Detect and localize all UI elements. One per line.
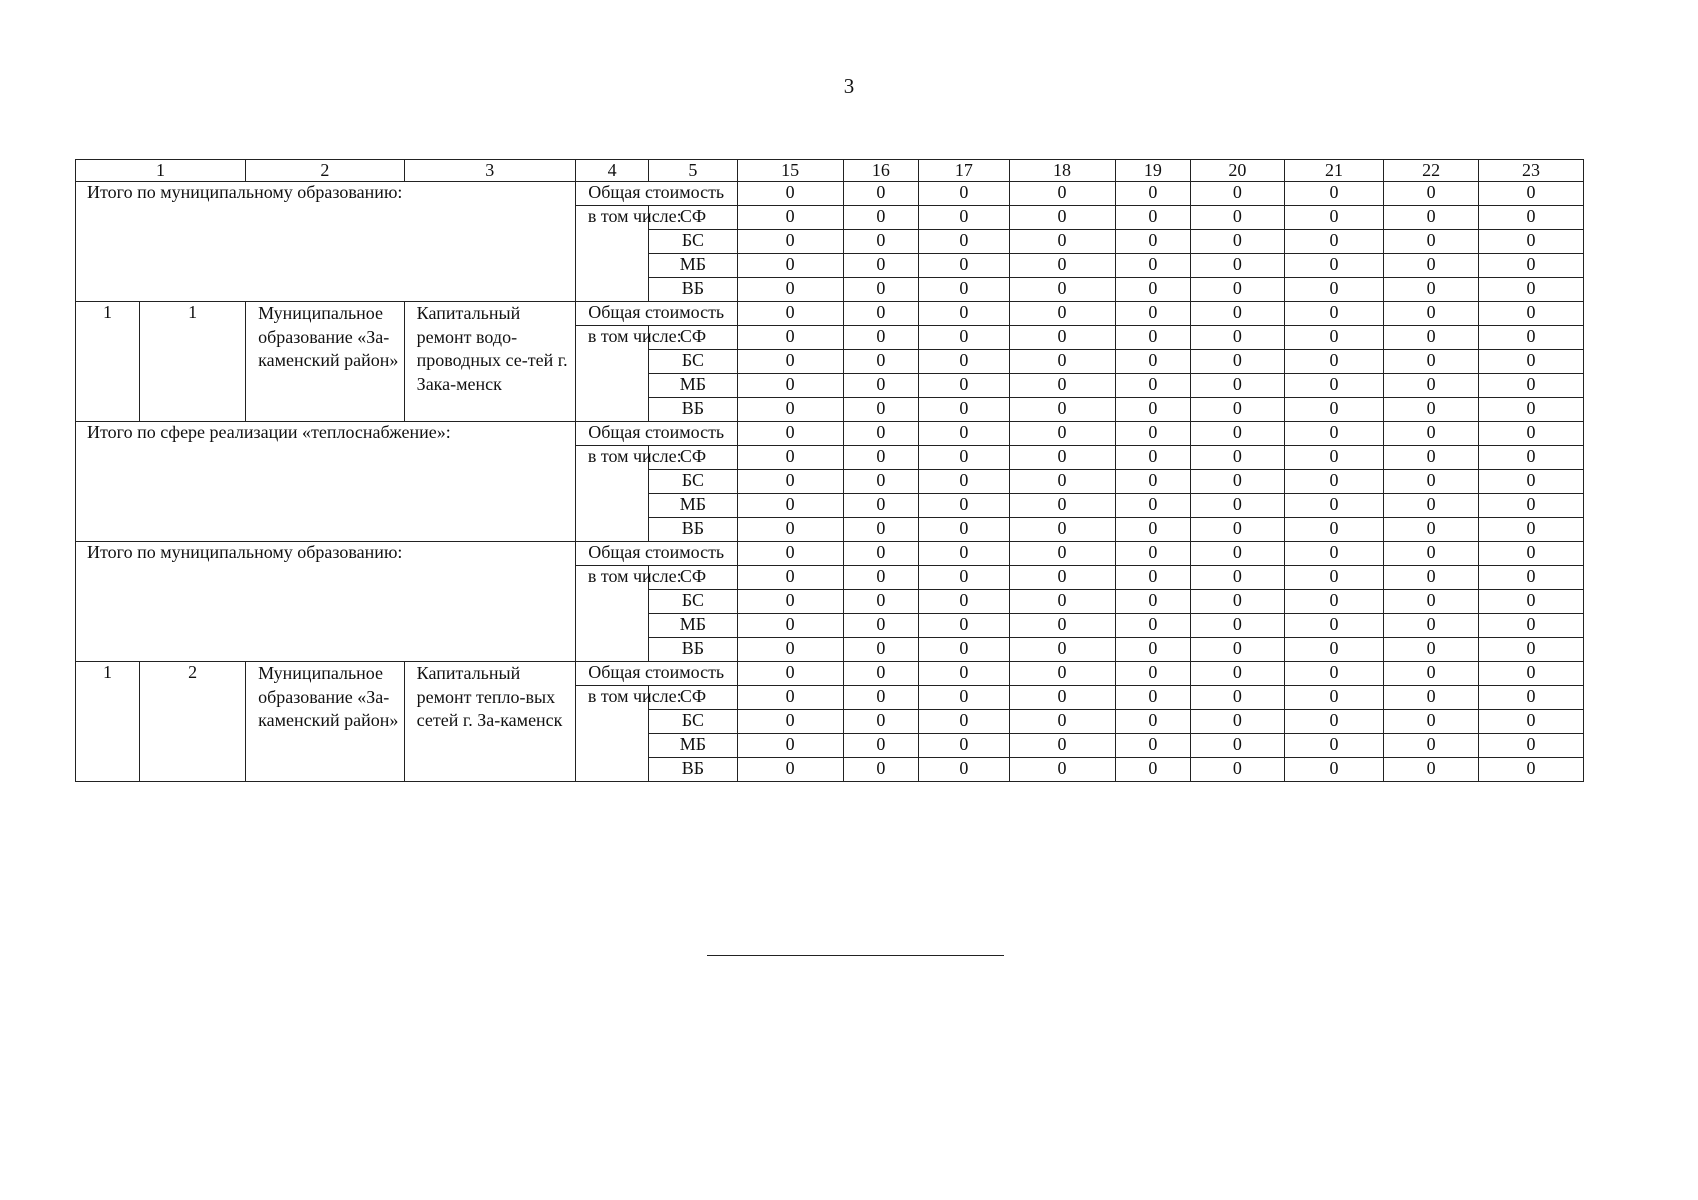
value-cell: 0 [1384, 182, 1479, 206]
value-cell: 0 [919, 662, 1009, 686]
value-cell: 0 [737, 470, 843, 494]
value-cell: 0 [1115, 662, 1191, 686]
value-cell: 0 [1191, 518, 1284, 542]
value-cell: 0 [1284, 278, 1384, 302]
header-cell: 5 [649, 160, 737, 182]
value-cell: 0 [1384, 206, 1479, 230]
value-cell: 0 [919, 614, 1009, 638]
value-cell: 0 [1284, 758, 1384, 782]
value-cell: 0 [843, 662, 919, 686]
fund-label: СФ [649, 686, 737, 710]
value-cell: 0 [1191, 494, 1284, 518]
municipality-name: Муниципальное образование «За-каменский район» [246, 662, 405, 782]
value-cell: 0 [1009, 566, 1115, 590]
page-number: 3 [843, 74, 855, 98]
value-cell: 0 [1191, 614, 1284, 638]
value-cell: 0 [843, 686, 919, 710]
value-cell: 0 [737, 326, 843, 350]
value-cell: 0 [1191, 590, 1284, 614]
value-cell: 0 [1009, 398, 1115, 422]
value-cell: 0 [1384, 230, 1479, 254]
value-cell: 0 [1384, 566, 1479, 590]
value-cell: 0 [1384, 494, 1479, 518]
value-cell: 0 [1384, 758, 1479, 782]
value-cell: 0 [1009, 518, 1115, 542]
value-cell: 0 [1115, 518, 1191, 542]
value-cell: 0 [1284, 206, 1384, 230]
value-cell: 0 [919, 206, 1009, 230]
value-cell: 0 [1384, 254, 1479, 278]
value-cell: 0 [1384, 302, 1479, 326]
value-cell: 0 [1384, 734, 1479, 758]
value-cell: 0 [1384, 278, 1479, 302]
fund-label: СФ [649, 566, 737, 590]
value-cell: 0 [1284, 566, 1384, 590]
value-cell: 0 [737, 278, 843, 302]
value-cell: 0 [1284, 542, 1384, 566]
value-cell: 0 [1115, 230, 1191, 254]
value-cell: 0 [1191, 374, 1284, 398]
value-cell: 0 [1478, 230, 1583, 254]
value-cell: 0 [843, 710, 919, 734]
header-cell: 1 [76, 160, 246, 182]
value-cell: 0 [919, 422, 1009, 446]
value-cell: 0 [1284, 398, 1384, 422]
header-row [76, 160, 1584, 182]
value-cell: 0 [1115, 374, 1191, 398]
value-cell: 0 [1009, 662, 1115, 686]
value-cell: 0 [737, 542, 843, 566]
row-number-1: 1 [76, 662, 140, 782]
value-cell: 0 [1478, 302, 1583, 326]
value-cell: 0 [737, 734, 843, 758]
value-cell: 0 [1384, 710, 1479, 734]
value-cell: 0 [1115, 326, 1191, 350]
including-label: в том числе: [575, 206, 649, 302]
value-cell: 0 [737, 662, 843, 686]
value-cell: 0 [1191, 638, 1284, 662]
value-cell: 0 [1384, 614, 1479, 638]
value-cell: 0 [1384, 662, 1479, 686]
value-cell: 0 [1478, 566, 1583, 590]
value-cell: 0 [737, 230, 843, 254]
value-cell: 0 [737, 494, 843, 518]
value-cell: 0 [919, 590, 1009, 614]
value-cell: 0 [1478, 374, 1583, 398]
including-label: в том числе: [575, 566, 649, 662]
value-cell: 0 [1009, 734, 1115, 758]
fund-label: БС [649, 350, 737, 374]
value-cell: 0 [737, 302, 843, 326]
value-cell: 0 [737, 446, 843, 470]
fund-label: ВБ [649, 398, 737, 422]
value-cell: 0 [843, 614, 919, 638]
value-cell: 0 [1384, 542, 1479, 566]
value-cell: 0 [919, 518, 1009, 542]
header-cell: 4 [575, 160, 649, 182]
value-cell: 0 [737, 566, 843, 590]
value-cell: 0 [1115, 422, 1191, 446]
value-cell: 0 [737, 182, 843, 206]
value-cell: 0 [1478, 710, 1583, 734]
value-cell: 0 [919, 686, 1009, 710]
value-cell: 0 [1191, 398, 1284, 422]
value-cell: 0 [1384, 590, 1479, 614]
value-cell: 0 [1115, 350, 1191, 374]
value-cell: 0 [1478, 422, 1583, 446]
value-cell: 0 [919, 374, 1009, 398]
fund-label: ВБ [649, 758, 737, 782]
value-cell: 0 [1478, 758, 1583, 782]
value-cell: 0 [843, 518, 919, 542]
value-cell: 0 [1115, 470, 1191, 494]
fund-label: СФ [649, 326, 737, 350]
value-cell: 0 [1191, 326, 1284, 350]
value-cell: 0 [1284, 230, 1384, 254]
value-cell: 0 [737, 254, 843, 278]
fund-label: СФ [649, 206, 737, 230]
table-body [76, 160, 1584, 782]
header-cell: 17 [919, 160, 1009, 182]
value-cell: 0 [1009, 254, 1115, 278]
value-cell: 0 [1284, 182, 1384, 206]
table-row [76, 662, 1584, 686]
header-cell: 19 [1115, 160, 1191, 182]
value-cell: 0 [1284, 350, 1384, 374]
value-cell: 0 [1191, 566, 1284, 590]
value-cell: 0 [1284, 326, 1384, 350]
value-cell: 0 [1115, 758, 1191, 782]
value-cell: 0 [1191, 302, 1284, 326]
value-cell: 0 [737, 206, 843, 230]
value-cell: 0 [843, 326, 919, 350]
value-cell: 0 [843, 374, 919, 398]
total-cost-label: Общая стоимость [575, 542, 737, 566]
value-cell: 0 [1115, 182, 1191, 206]
value-cell: 0 [843, 542, 919, 566]
value-cell: 0 [843, 350, 919, 374]
value-cell: 0 [1009, 278, 1115, 302]
value-cell: 0 [1478, 686, 1583, 710]
fund-label: ВБ [649, 638, 737, 662]
table-row [76, 542, 1584, 566]
value-cell: 0 [1191, 446, 1284, 470]
value-cell: 0 [1384, 518, 1479, 542]
value-cell: 0 [1115, 542, 1191, 566]
value-cell: 0 [1384, 350, 1479, 374]
value-cell: 0 [843, 494, 919, 518]
value-cell: 0 [1384, 326, 1479, 350]
value-cell: 0 [737, 686, 843, 710]
value-cell: 0 [1009, 494, 1115, 518]
value-cell: 0 [1115, 734, 1191, 758]
value-cell: 0 [1478, 278, 1583, 302]
value-cell: 0 [1191, 278, 1284, 302]
value-cell: 0 [843, 302, 919, 326]
fund-label: МБ [649, 614, 737, 638]
value-cell: 0 [1191, 758, 1284, 782]
value-cell: 0 [1284, 710, 1384, 734]
value-cell: 0 [919, 710, 1009, 734]
signature-line [707, 955, 1004, 956]
fund-label: БС [649, 470, 737, 494]
value-cell: 0 [1009, 686, 1115, 710]
value-cell: 0 [919, 254, 1009, 278]
value-cell: 0 [919, 542, 1009, 566]
value-cell: 0 [1009, 230, 1115, 254]
value-cell: 0 [1009, 182, 1115, 206]
value-cell: 0 [1478, 350, 1583, 374]
header-cell: 20 [1191, 160, 1284, 182]
value-cell: 0 [843, 278, 919, 302]
value-cell: 0 [1009, 326, 1115, 350]
header-cell: 21 [1284, 160, 1384, 182]
value-cell: 0 [1115, 254, 1191, 278]
value-cell: 0 [843, 206, 919, 230]
value-cell: 0 [1191, 350, 1284, 374]
row-number-2: 1 [140, 302, 246, 422]
value-cell: 0 [919, 230, 1009, 254]
value-cell: 0 [1478, 206, 1583, 230]
value-cell: 0 [1009, 422, 1115, 446]
fund-label: МБ [649, 254, 737, 278]
including-label: в том числе: [575, 686, 649, 782]
value-cell: 0 [1191, 542, 1284, 566]
value-cell: 0 [1115, 686, 1191, 710]
total-cost-label: Общая стоимость [575, 182, 737, 206]
value-cell: 0 [1478, 494, 1583, 518]
value-cell: 0 [1115, 494, 1191, 518]
value-cell: 0 [1115, 590, 1191, 614]
value-cell: 0 [1478, 518, 1583, 542]
value-cell: 0 [919, 302, 1009, 326]
value-cell: 0 [1115, 446, 1191, 470]
value-cell: 0 [1284, 734, 1384, 758]
value-cell: 0 [1478, 542, 1583, 566]
summary-title: Итого по муниципальному образованию: [76, 182, 576, 302]
value-cell: 0 [1191, 470, 1284, 494]
value-cell: 0 [1284, 446, 1384, 470]
value-cell: 0 [1284, 254, 1384, 278]
value-cell: 0 [1191, 710, 1284, 734]
total-cost-label: Общая стоимость [575, 662, 737, 686]
including-label: в том числе: [575, 326, 649, 422]
value-cell: 0 [737, 518, 843, 542]
value-cell: 0 [1284, 422, 1384, 446]
value-cell: 0 [1478, 734, 1583, 758]
total-cost-label: Общая стоимость [575, 422, 737, 446]
value-cell: 0 [919, 734, 1009, 758]
value-cell: 0 [1115, 638, 1191, 662]
including-label: в том числе: [575, 446, 649, 542]
project-name: Капитальный ремонт водо-проводных се-тей г. Зака-менск [404, 302, 575, 422]
value-cell: 0 [1009, 350, 1115, 374]
value-cell: 0 [1191, 734, 1284, 758]
value-cell: 0 [919, 182, 1009, 206]
value-cell: 0 [1284, 518, 1384, 542]
value-cell: 0 [919, 278, 1009, 302]
table-row [76, 422, 1584, 446]
value-cell: 0 [1115, 398, 1191, 422]
value-cell: 0 [737, 350, 843, 374]
value-cell: 0 [843, 230, 919, 254]
value-cell: 0 [1384, 470, 1479, 494]
row-number-1: 1 [76, 302, 140, 422]
value-cell: 0 [1009, 206, 1115, 230]
value-cell: 0 [1284, 662, 1384, 686]
value-cell: 0 [1284, 590, 1384, 614]
value-cell: 0 [1284, 686, 1384, 710]
value-cell: 0 [1115, 278, 1191, 302]
total-cost-label: Общая стоимость [575, 302, 737, 326]
header-cell: 16 [843, 160, 919, 182]
header-cell: 15 [737, 160, 843, 182]
value-cell: 0 [919, 638, 1009, 662]
value-cell: 0 [1478, 398, 1583, 422]
fund-label: ВБ [649, 518, 737, 542]
value-cell: 0 [1009, 302, 1115, 326]
value-cell: 0 [737, 710, 843, 734]
value-cell: 0 [1191, 662, 1284, 686]
value-cell: 0 [919, 326, 1009, 350]
value-cell: 0 [1478, 638, 1583, 662]
value-cell: 0 [843, 254, 919, 278]
value-cell: 0 [1009, 470, 1115, 494]
value-cell: 0 [919, 446, 1009, 470]
value-cell: 0 [1115, 710, 1191, 734]
value-cell: 0 [919, 566, 1009, 590]
value-cell: 0 [843, 446, 919, 470]
value-cell: 0 [1009, 710, 1115, 734]
value-cell: 0 [843, 734, 919, 758]
value-cell: 0 [1009, 542, 1115, 566]
value-cell: 0 [1009, 758, 1115, 782]
value-cell: 0 [1384, 374, 1479, 398]
value-cell: 0 [1478, 254, 1583, 278]
value-cell: 0 [1478, 182, 1583, 206]
value-cell: 0 [1115, 566, 1191, 590]
fund-label: БС [649, 710, 737, 734]
table-row [76, 302, 1584, 326]
value-cell: 0 [1478, 326, 1583, 350]
row-number-2: 2 [140, 662, 246, 782]
fund-label: МБ [649, 494, 737, 518]
fund-label: МБ [649, 734, 737, 758]
value-cell: 0 [1191, 422, 1284, 446]
value-cell: 0 [1191, 182, 1284, 206]
value-cell: 0 [1115, 614, 1191, 638]
value-cell: 0 [1191, 230, 1284, 254]
value-cell: 0 [919, 758, 1009, 782]
value-cell: 0 [1384, 398, 1479, 422]
value-cell: 0 [1478, 446, 1583, 470]
value-cell: 0 [919, 494, 1009, 518]
value-cell: 0 [843, 638, 919, 662]
value-cell: 0 [843, 758, 919, 782]
value-cell: 0 [737, 638, 843, 662]
value-cell: 0 [1284, 614, 1384, 638]
value-cell: 0 [1478, 662, 1583, 686]
header-cell: 18 [1009, 160, 1115, 182]
value-cell: 0 [843, 566, 919, 590]
value-cell: 0 [737, 614, 843, 638]
value-cell: 0 [1478, 470, 1583, 494]
value-cell: 0 [1009, 638, 1115, 662]
value-cell: 0 [737, 758, 843, 782]
value-cell: 0 [843, 422, 919, 446]
header-cell: 2 [246, 160, 405, 182]
project-name: Капитальный ремонт тепло-вых сетей г. За-каменск [404, 662, 575, 782]
header-cell: 22 [1384, 160, 1479, 182]
header-cell: 3 [404, 160, 575, 182]
value-cell: 0 [1009, 590, 1115, 614]
value-cell: 0 [1284, 470, 1384, 494]
value-cell: 0 [1384, 446, 1479, 470]
value-cell: 0 [1191, 254, 1284, 278]
value-cell: 0 [1284, 374, 1384, 398]
value-cell: 0 [1284, 302, 1384, 326]
value-cell: 0 [1009, 614, 1115, 638]
value-cell: 0 [1384, 422, 1479, 446]
value-cell: 0 [1284, 494, 1384, 518]
header-cell: 23 [1478, 160, 1583, 182]
value-cell: 0 [919, 350, 1009, 374]
summary-title: Итого по сфере реализации «теплоснабжение»: [76, 422, 576, 542]
value-cell: 0 [1009, 374, 1115, 398]
value-cell: 0 [843, 590, 919, 614]
fund-label: БС [649, 230, 737, 254]
value-cell: 0 [1115, 302, 1191, 326]
value-cell: 0 [1384, 638, 1479, 662]
value-cell: 0 [919, 470, 1009, 494]
value-cell: 0 [1384, 686, 1479, 710]
value-cell: 0 [1115, 206, 1191, 230]
value-cell: 0 [1284, 638, 1384, 662]
table-row [76, 182, 1584, 206]
value-cell: 0 [843, 182, 919, 206]
value-cell: 0 [843, 470, 919, 494]
value-cell: 0 [1478, 590, 1583, 614]
value-cell: 0 [737, 398, 843, 422]
value-cell: 0 [1191, 686, 1284, 710]
value-cell: 0 [919, 398, 1009, 422]
municipality-name: Муниципальное образование «За-каменский район» [246, 302, 405, 422]
value-cell: 0 [737, 374, 843, 398]
value-cell: 0 [1009, 446, 1115, 470]
fund-label: БС [649, 590, 737, 614]
fund-label: ВБ [649, 278, 737, 302]
value-cell: 0 [843, 398, 919, 422]
fund-label: СФ [649, 446, 737, 470]
financing-table [75, 159, 1584, 782]
fund-label: МБ [649, 374, 737, 398]
value-cell: 0 [1191, 206, 1284, 230]
value-cell: 0 [1478, 614, 1583, 638]
value-cell: 0 [737, 590, 843, 614]
value-cell: 0 [737, 422, 843, 446]
summary-title: Итого по муниципальному образованию: [76, 542, 576, 662]
